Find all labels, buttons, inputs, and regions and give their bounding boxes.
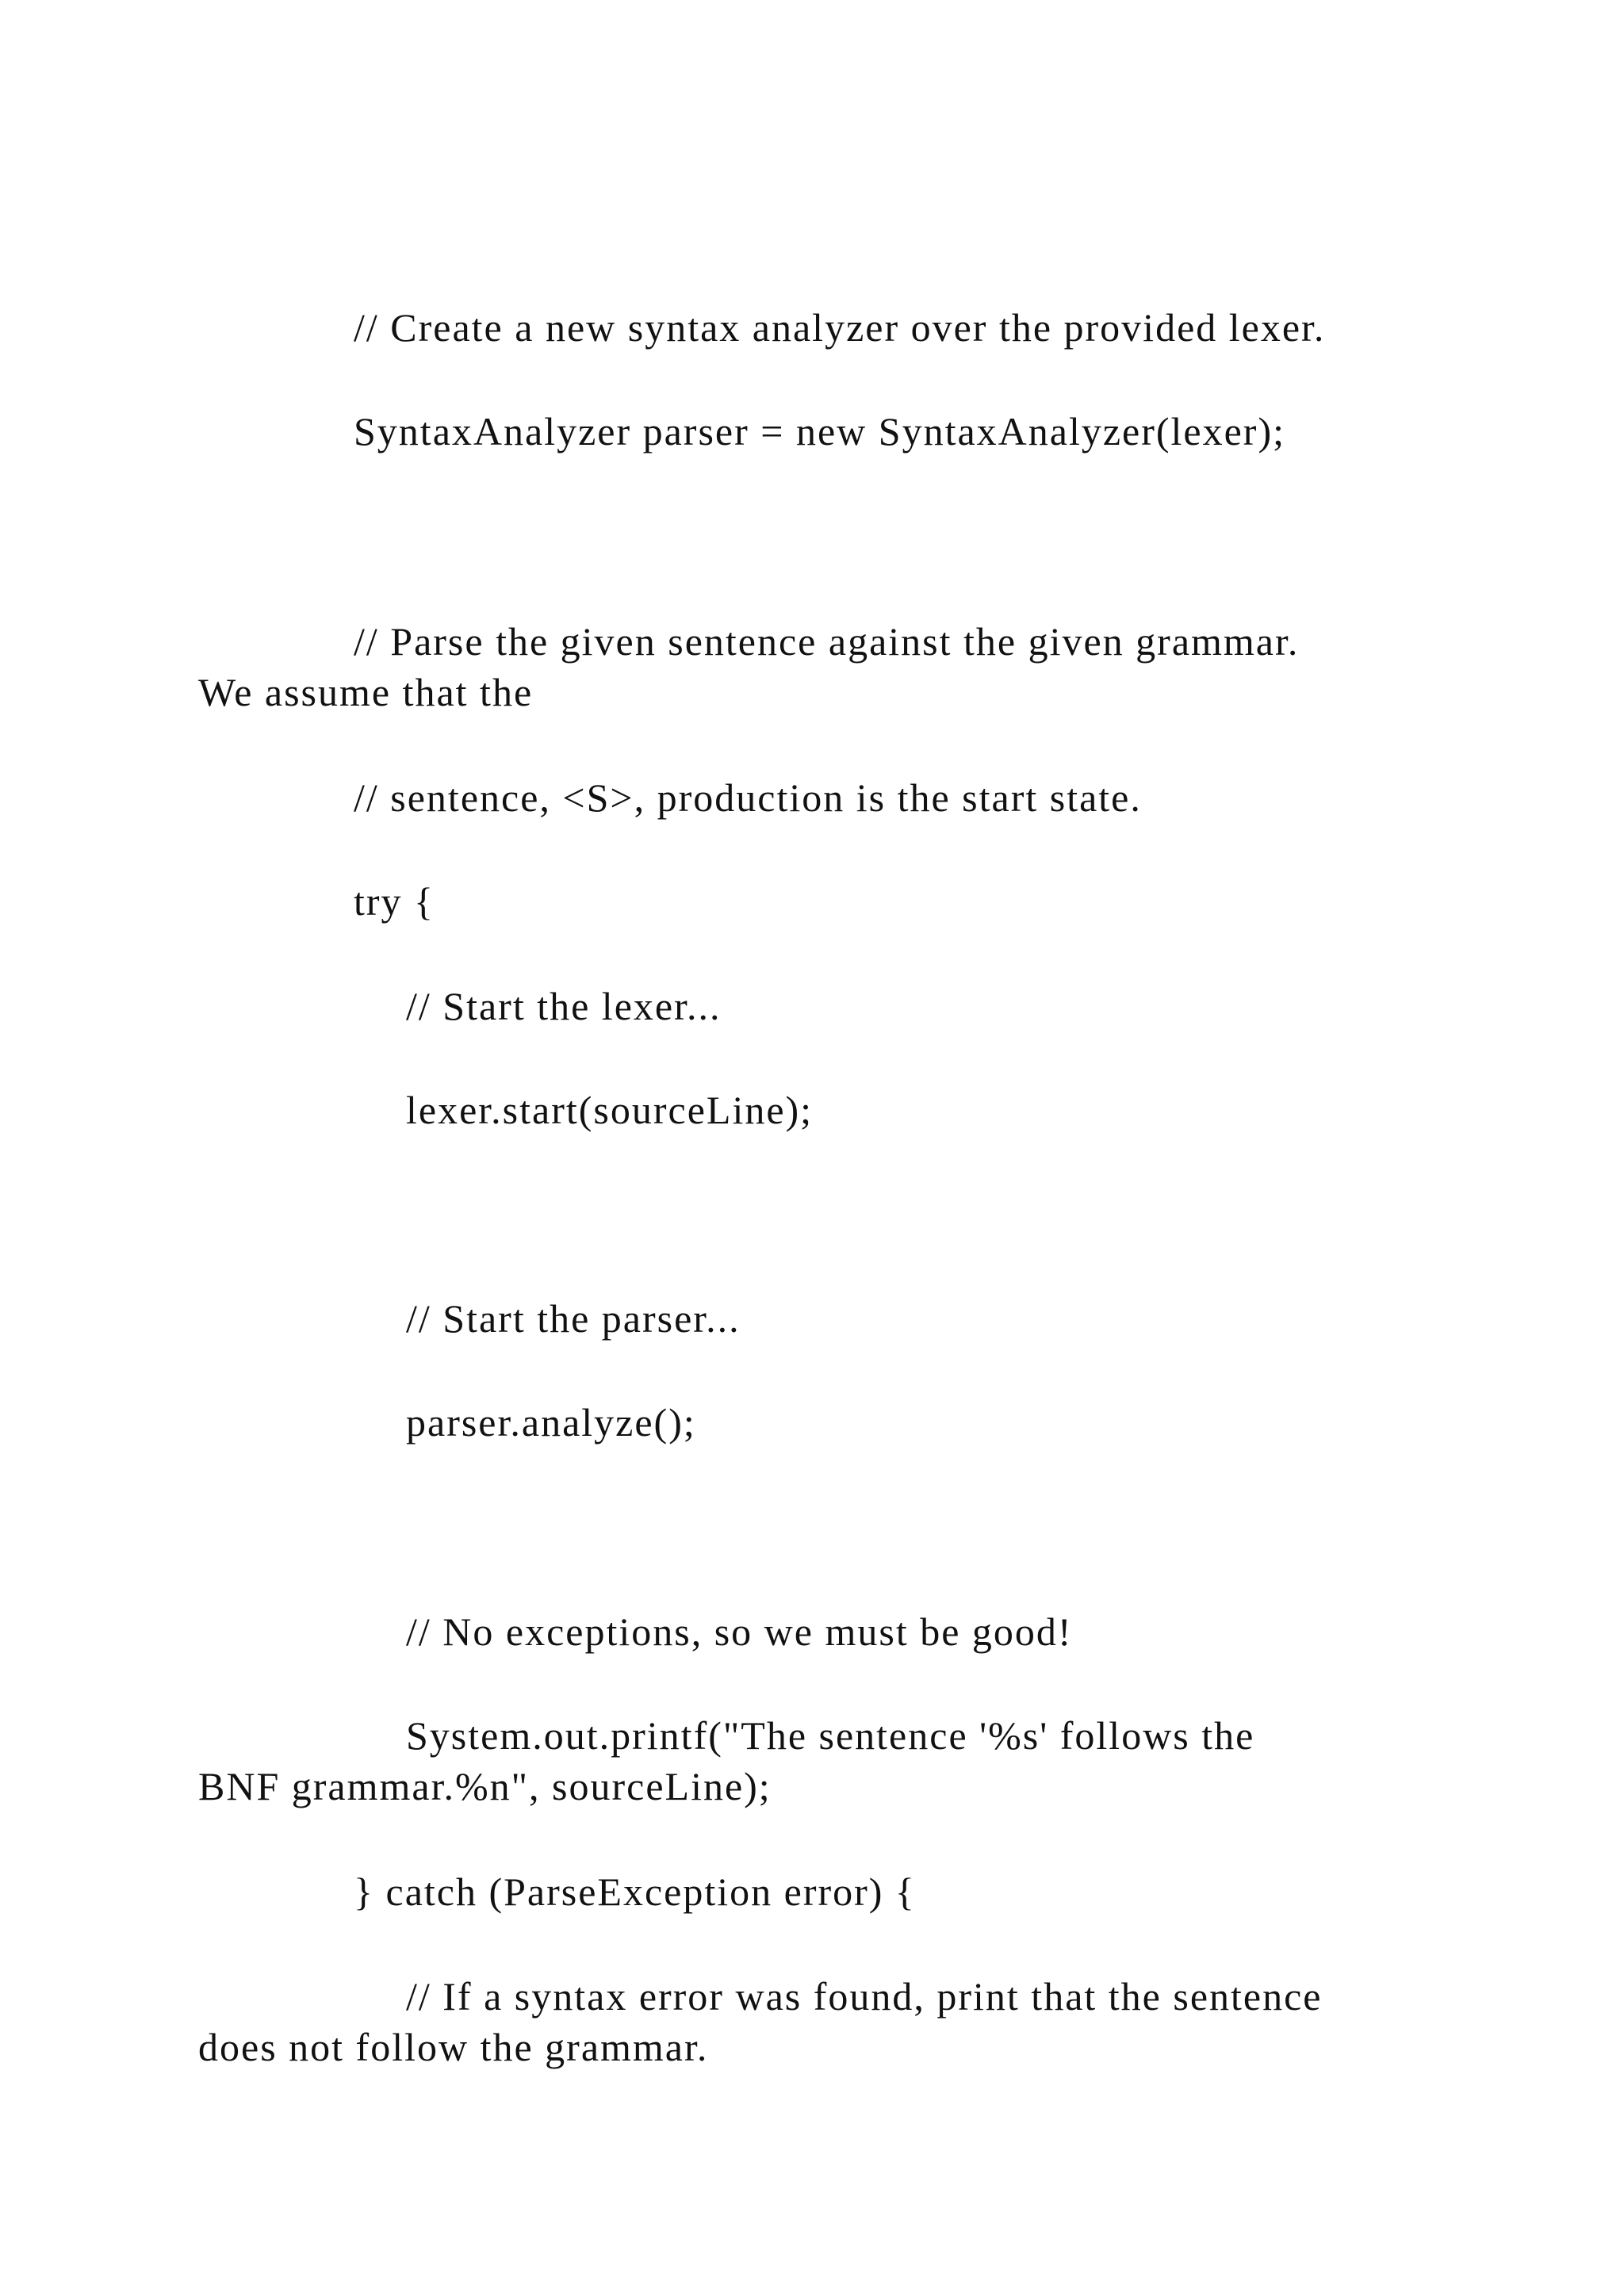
code-line: } catch (ParseException error) { bbox=[354, 1869, 916, 1914]
code-line: SyntaxAnalyzer parser = new SyntaxAnalyzer(lexer); bbox=[354, 409, 1285, 453]
code-comment-continuation: We assume that the bbox=[198, 670, 534, 714]
code-comment-continuation: does not follow the grammar. bbox=[198, 2025, 709, 2069]
code-comment-line: // No exceptions, so we must be good! bbox=[406, 1609, 1073, 1654]
code-line: parser.analyze(); bbox=[406, 1400, 696, 1445]
code-comment-line: // Parse the given sentence against the given grammar. bbox=[354, 619, 1300, 664]
code-line: lexer.start(sourceLine); bbox=[406, 1088, 814, 1132]
code-comment-line: // Start the lexer... bbox=[406, 984, 722, 1028]
code-comment-line: // If a syntax error was found, print that the sentence bbox=[406, 1974, 1323, 2019]
code-line: try { bbox=[354, 879, 435, 924]
code-line: System.out.printf("The sentence '%s' follows the bbox=[406, 1713, 1255, 1758]
code-comment-line: // Create a new syntax analyzer over the provided lexer. bbox=[354, 305, 1326, 350]
code-line-continuation: BNF grammar.%n", sourceLine); bbox=[198, 1764, 772, 1808]
code-comment-line: // sentence, <S>, production is the start state. bbox=[354, 775, 1142, 820]
code-comment-line: // Start the parser... bbox=[406, 1296, 741, 1341]
